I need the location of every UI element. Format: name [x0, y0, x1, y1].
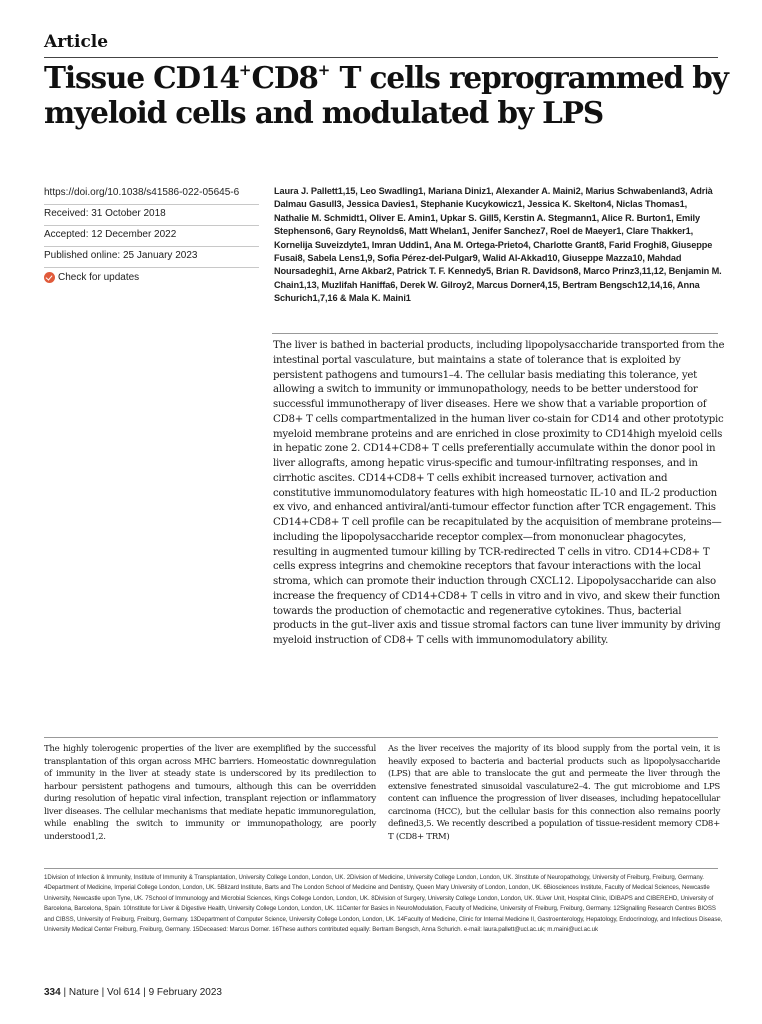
- title-part: CD8: [251, 60, 318, 95]
- title-superscript: +: [238, 61, 252, 79]
- accepted-date: Accepted: 12 December 2022: [44, 226, 259, 247]
- footer-separator: |: [101, 987, 108, 998]
- body-divider: [44, 737, 718, 738]
- published-date: Published online: 25 January 2023: [44, 247, 259, 268]
- body-column-right: As the liver receives the majority of its blood supply from the portal vein, it is heavily exposed to bacteria and bacterial products such as lipopolysaccharide (LPS) that are able to translocate the gut and permeate the liver through the extensive fenestrated sinusoidal vasculature2–4. The gut microbiome and LPS content can influence the progression of liver diseases, including hepatocellular carcinoma (HCC), but the cellular basis for this connection also remains poorly defined3,5. We recently described a population of tissue-resident memory CD8+ T (CD8+ TRM): [388, 744, 720, 842]
- page-footer: [44, 987, 222, 998]
- article-metadata: [44, 184, 259, 289]
- title-part: Tissue CD14: [44, 60, 239, 95]
- title-line-2: myeloid cells and modulated by LPS: [44, 95, 604, 130]
- title-part: T cells reprogrammed by: [330, 60, 728, 95]
- title-superscript: +: [317, 61, 331, 79]
- journal-volume: Vol 614: [107, 987, 141, 998]
- doi-link[interactable]: https://doi.org/10.1038/s41586-022-05645-6: [44, 184, 259, 205]
- footnote-divider: [44, 868, 718, 869]
- journal-name: Nature: [68, 987, 99, 998]
- page-number: 334: [44, 987, 61, 998]
- body-column-left: The highly tolerogenic properties of the liver are exemplified by the successful transplantation of this organ across MHC barriers. Homeostatic downregulation of immunity in the liver at steady state is underscored by its predilection to harbour persistent pathogens and tumours, although this can be overridden during resolution of hepatic viral infection, transplant rejection or inflammatory liver diseases. The cellular mechanisms that mediate hepatic immunoregulation, while enabling the switch to immunity or immunopathology, are poorly understood1,2.: [44, 744, 376, 842]
- footer-separator: |: [63, 987, 69, 998]
- article-title: [44, 60, 734, 130]
- abstract-divider: [272, 333, 718, 334]
- section-label: Article: [44, 32, 109, 52]
- issue-date: 9 February 2023: [148, 987, 222, 998]
- check-for-updates-link[interactable]: [44, 268, 259, 289]
- footer-separator: |: [143, 987, 149, 998]
- affiliations-footnotes: 1Division of Infection & Immunity, Institute of Immunity & Transplantation, University College London, London, UK. 2Division of Medicine, University College London, London, UK. 3Institute of Neuropathology, University of Freiburg, Freiburg, Germany. 4Department of Medicine, Imperial College London, London, UK. 5Blizard Institute, Barts and The London School of Medicine and Dentistry, Queen Mary University of London, London, UK. 6Biosciences Institute, Faculty of Medical Sciences, Newcastle University, Newcastle upon Tyne, UK. 7School of Immunology and Microbial Sciences, Kings College London, London, UK. 8Division of Surgery, University College London, London, UK. 9Liver Unit, Hospital Clínic, IDIBAPS and CIBEREHD, University of Barcelona, Barcelona, Spain. 10Institute for Liver & Digestive Health, University College London, London, UK. 11Center for Basics in NeuroModulation, Faculty of Medicine, University of Freiburg, Freiburg, Germany. 12Signalling Research Centres BIOSS and CIBSS, University of Freiburg, Freiburg, Germany. 13Department of Computer Science, University College London, London, UK. 14Faculty of Medicine, Clinic for Internal Medicine II, Gastroenterology, Hepatology, Endocrinology, and Infectious Disease, University Medical Center Freiburg, Freiburg, Germany. 15Deceased: Marcus Dorner. 16These authors contributed equally: Bertram Bengsch, Anna Schurich. e-mail: laura.pallett@ucl.ac.uk; m.maini@ucl.ac.uk: [44, 874, 723, 934]
- title-divider: [44, 57, 718, 58]
- author-list: Laura J. Pallett1,15, Leo Swadling1, Mariana Diniz1, Alexander A. Maini2, Marius Schwabenland3, Adrià Dalmau Gasull3, Jessica Davies1, Stephanie Kucykowicz1, Jessica K. Skelton4, Niclas Thomas1, Nathalie M. Schmidt1, Oliver E. Amin1, Upkar S. Gill5, Kerstin A. Stegmann1, Alice R. Burton1, Emily Stephenson6, Gary Reynolds6, Matt Whelan1, Jenifer Sanchez7, Roel de Maeyer1, Clare Thakker1, Kornelija Suveizdyte1, Imran Uddin1, Ana M. Ortega-Prieto4, Charlotte Grant8, Farid Froghi8, Giuseppe Fusai8, Sabela Lens1,9, Sofia Pérez-del-Pulgar9, Walid Al-Akkad10, Giuseppe Mazza10, Mahdad Noursadeghi1, Arne Akbar2, Patrick T. F. Kennedy5, Brian R. Davidson8, Marco Prinz3,11,12, Benjamin M. Chain1,13, Muzlifah Haniffa6, Derek W. Gilroy2, Marcus Dorner4,15, Bertram Bengsch12,14,16, Anna Schurich1,7,16 & Mala K. Maini1: [274, 186, 722, 304]
- check-updates-label: Check for updates: [58, 272, 140, 283]
- abstract-text: The liver is bathed in bacterial products, including lipopolysaccharide transported from the intestinal portal vasculature, but maintains a state of tolerance that is exploited by persistent pathogens and tumours1–4. The cellular basis mediating this tolerance, yet allowing a switch to immunity or immunopathology, needs to be better understood for successful immunotherapy of liver diseases. Here we show that a variable proportion of CD8+ T cells compartmentalized in the human liver co-stain for CD14 and other prototypic myeloid membrane proteins and are enriched in close proximity to CD14high myeloid cells in hepatic zone 2. CD14+CD8+ T cells preferentially accumulate within the donor pool in liver allografts, among hepatic virus-specific and tumour-infiltrating responses, and in cirrhotic ascites. CD14+CD8+ T cells exhibit increased turnover, activation and constitutive immunomodulatory features with high homeostatic IL-10 and IL-2 production ex vivo, and enhanced antiviral/anti-tumour effector function after TCR engagement. This CD14+CD8+ T cell profile can be recapitulated by the acquisition of membrane proteins—including the lipopolysaccharide receptor complex—from mononuclear phagocytes, resulting in augmented tumour killing by TCR-redirected T cells in vitro. CD14+CD8+ T cells express integrins and chemokine receptors that favour interactions with the local stroma, which can promote their induction through CXCL12. Lipopolysaccharide can also increase the frequency of CD14+CD8+ T cells in vitro and in vivo, and skew their function towards the production of chemotactic and regenerative cytokines. Thus, bacterial products in the gut–liver axis and tissue stromal factors can tune liver immunity by driving myeloid instruction of CD8+ T cells with immunomodulatory ability.: [273, 340, 725, 646]
- check-updates-icon: [44, 272, 55, 283]
- received-date: Received: 31 October 2018: [44, 205, 259, 226]
